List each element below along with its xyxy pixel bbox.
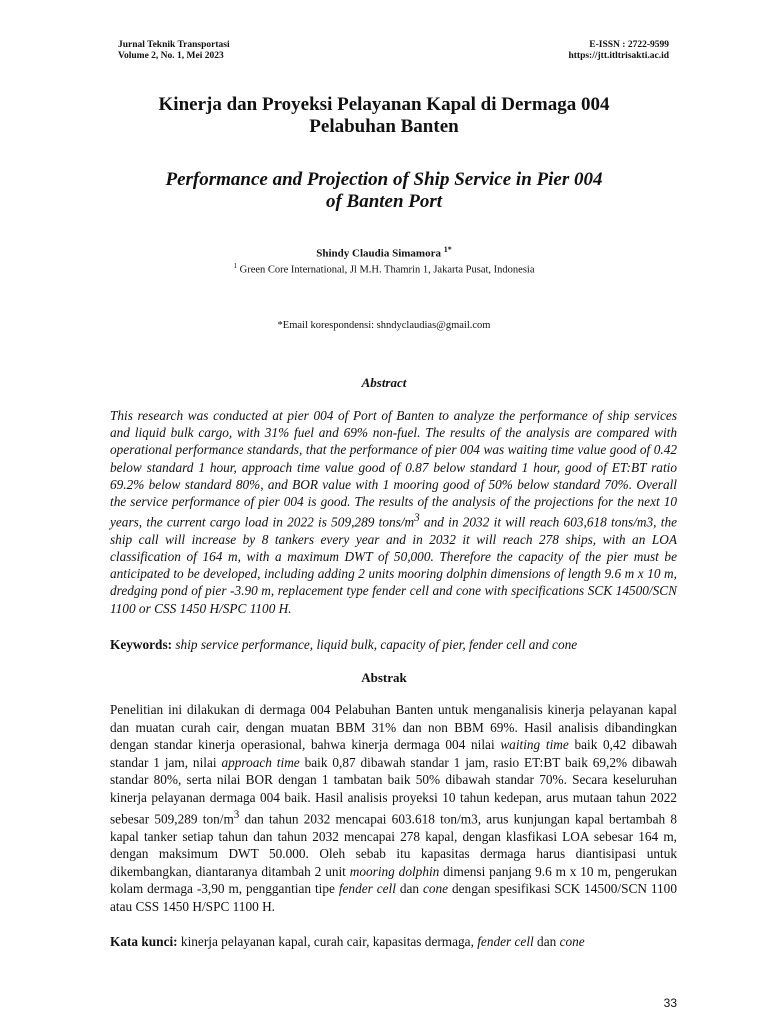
abstrak-text: Penelitian ini dilakukan di dermaga 004 Pelabuhan Banten untuk menganalisis kinerja pelayanan kapal dan muatan curah cair, dengan muatan BBM 31% dan non BBM 69%. Hasil analisis dibandingkan dengan standar kinerja operasional, bahwa kinerja dermaga 004 nilai waiting time baik 0,42 dibawah standar 1 jam, nilai approach time baik 0,87 dibawah standar 1 jam, rasio ET:BT baik 69,2% dibawah standar 80%, serta nilai BOR dengan 1 tambatan baik 50% dibawah standar 70%. Secara keseluruhan kinerja pelayanan dermaga 004 baik. Hasil analisis proyeksi 10 tahun kedepan, arus mutaan tahun 2022 sebesar 509,289 ton/$m^3$ dan tahun 2032 mencapai 603.618 ton/m3, arus kunjungan kapal bertambah 8 kapal tanker setiap tahun dan tahun 2032 mencapai 278 kapal, dengan klasfikasi LOA sebesar 164 m, dengan maksimum DWT 50.000. Oleh sebab itu kapasitas dermaga harus diantisipasi untuk dikembangkan, diantaranya ditambah 2 unit mooring dolphin dimensi panjang 9.6 m x 10 m, pengerukan kolam dermaga -3,90 m, penggantian tipe fender cell dan cone dengan spesifikasi SCK 14500/SCN 1100 atau CSS 1450 H/SPC 1100 H. [110, 702, 677, 914]
keywords-label: Keywords [110, 637, 168, 652]
author-name: Shindy Claudia Simamora $^{1*}$ [316, 245, 452, 260]
page-number: 33 [663, 996, 677, 1010]
journal-url[interactable]: https://jtt.itltrisakti.ac.id [568, 51, 669, 61]
journal-header-left [118, 40, 230, 62]
journal-eissn: E-ISSN : 2722-9599 [589, 40, 669, 50]
keywords: Keywords: ship service performance, liquid bulk, capacity of pier, fender cell and cone [110, 637, 578, 652]
author-affiliation: $^1$ Green Core International, Jl M.H. Thamrin 1, Jakarta Pusat, Indonesia [233, 262, 535, 276]
abstrak-heading: Abstrak [361, 670, 407, 685]
kata-kunci: Kata kunci: kinerja pelayanan kapal, curah cair, kapasitas dermaga, fender cell dan cone [110, 934, 585, 949]
paper-title-english: Performance and Projection of Ship Service in Pier 004 of Banten Port [165, 169, 603, 212]
corresponding-email: *Email korespondensi: shndyclaudias@gmail.com [277, 320, 491, 331]
keywords-text: ship service performance, liquid bulk, capacity of pier, fender cell and cone [172, 637, 578, 652]
journal-name: Jurnal Teknik Transportasi [118, 40, 230, 50]
journal-header-right [568, 40, 669, 62]
paper-title-indonesian: Kinerja dan Proyeksi Pelayanan Kapal di Dermaga 004 Pelabuhan Banten [158, 94, 610, 137]
kata-kunci-label: Kata kunci: [110, 934, 178, 949]
journal-volume: Volume 2, No. 1, Mei 2023 [118, 51, 224, 61]
abstract-heading: Abstract [361, 375, 407, 390]
abstract-text: This research was conducted at pier 004 of Port of Banten to analyze the performance of ship services and liquid bulk cargo, with 31% fuel and 69% non-fuel. The results of the analysis are compared with operational performance standards, that the performance of pier 004 was waiting time value good of 0.42 below standard 1 hour, approach time value good of 0.87 below standard 1 hour, good of ET:BT ratio 69.2% below standard 80%, and BOR value with 1 mooring good of 50% below standard 70%. Overall the service performance of pier 004 is good. The results of the analysis of the projections for the next 10 years, the current cargo load in 2022 is 509,289 tons/$m^3$ and in 2032 it will reach 603,618 tons/m3, the ship call will increase by 8 tankers every year and in 2032 it will reach 278 ships, with an LOA classification of 164 m, with a maximum DWT of 50,000. Therefore the capacity of the pier must be anticipated to be developed, including adding 2 units mooring dolphin dimensions of length 9.6 m x 10 m, dredging pond of pier -3.90 m, replacement type fender cell and cone with specifications SCK 14500/SCN 1100 or CSS 1450 H/SPC 1100 H. [110, 408, 677, 616]
